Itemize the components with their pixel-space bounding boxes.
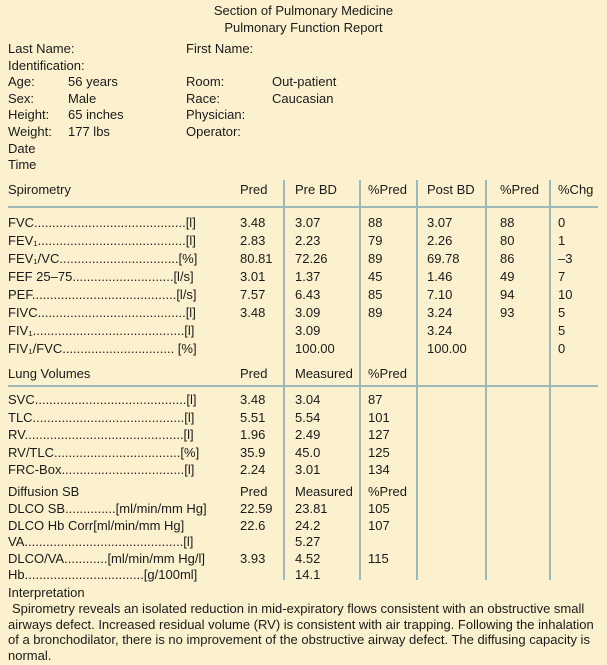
cell: 22.59 xyxy=(240,501,273,516)
cell: 72.26 xyxy=(295,251,328,266)
table-row xyxy=(0,567,607,583)
cell: 5.27 xyxy=(295,534,321,550)
row-label: Spirometry xyxy=(8,182,71,197)
section-title: Section of Pulmonary Medicine xyxy=(213,3,394,18)
patient-field-label: Last Name: xyxy=(8,41,75,56)
cell: 79 xyxy=(368,233,383,248)
cell: 2.23 xyxy=(295,233,321,248)
cell: 3.24 xyxy=(427,323,453,338)
row-label: Diffusion SB xyxy=(8,484,80,499)
cell: 94 xyxy=(500,287,515,302)
row-label: FRC-Box..................................[l] xyxy=(8,462,195,477)
cell: 45.0 xyxy=(295,444,321,460)
table-header xyxy=(0,366,607,382)
cell: 1.46 xyxy=(427,269,453,284)
row-label: DLCO/VA............[ml/min/mm Hg/l] xyxy=(8,550,205,566)
cell: 0 xyxy=(558,215,566,230)
cell: 5 xyxy=(558,305,566,320)
cell: 3.07 xyxy=(295,215,321,230)
patient-field-label: Identification: xyxy=(8,57,85,73)
cell: –3 xyxy=(558,251,573,266)
cell: 107 xyxy=(368,517,390,533)
cell: 24.2 xyxy=(295,517,321,533)
cell: 1.96 xyxy=(240,427,266,442)
cell: 3.48 xyxy=(240,392,266,407)
cell: 86 xyxy=(500,251,515,266)
cell: 2.49 xyxy=(295,427,321,442)
row-label: FIV₁..........................................[l] xyxy=(8,323,195,338)
cell: 1.37 xyxy=(295,269,321,284)
row-label: SVC..........................................[l] xyxy=(8,392,197,407)
cell: %Pred xyxy=(368,182,408,197)
patient-field-label: Date xyxy=(8,140,36,156)
cell: 3.01 xyxy=(295,462,321,477)
patient-field-value: 56 years xyxy=(68,74,118,90)
cell: 89 xyxy=(368,251,383,266)
cell: 23.81 xyxy=(295,501,328,516)
cell: 3.09 xyxy=(295,305,321,320)
row-label: FIV₁/FVC............................... [%] xyxy=(8,341,197,356)
table-row xyxy=(0,392,607,408)
patient-field-label: Age: xyxy=(8,74,35,90)
cell: 3.48 xyxy=(240,305,266,320)
cell: 2.83 xyxy=(240,233,266,248)
row-label: PEF........................................[l/s] xyxy=(8,287,197,302)
interpretation-label: Interpretation xyxy=(8,585,85,600)
cell: 100.00 xyxy=(295,341,335,356)
table-row xyxy=(0,305,607,321)
cell: 3.93 xyxy=(240,550,266,566)
table-row xyxy=(0,462,607,478)
patient-field-label: Weight: xyxy=(8,124,52,139)
table-row xyxy=(0,410,607,426)
row-label: TLC..........................................[l] xyxy=(8,409,195,425)
row-label: FEV₁.........................................[l] xyxy=(8,233,196,248)
cell: %Pred xyxy=(500,182,540,197)
cell: %Pred xyxy=(368,366,408,381)
table-row xyxy=(0,269,607,285)
row-label: VA............................................[l] xyxy=(8,534,194,550)
cell: 105 xyxy=(368,501,390,516)
cell: 22.6 xyxy=(240,517,266,533)
patient-field-label: Height: xyxy=(8,107,50,123)
cell: 125 xyxy=(368,444,390,460)
table-row xyxy=(0,215,607,231)
cell: Pred xyxy=(240,484,268,499)
row-label: FVC..........................................[l] xyxy=(8,215,196,230)
table-row xyxy=(0,501,607,517)
cell: 10 xyxy=(558,287,573,302)
cell: Pred xyxy=(240,182,268,197)
cell: %Chg xyxy=(558,182,594,197)
cell: 3.04 xyxy=(295,392,321,407)
row-label: FEV₁/VC.................................[%] xyxy=(8,251,198,266)
cell: 87 xyxy=(368,392,383,407)
row-label: RV............................................[l] xyxy=(8,427,194,442)
cell: 88 xyxy=(368,215,383,230)
table-row xyxy=(0,341,607,357)
table-header xyxy=(0,182,607,198)
patient-field-value: Male xyxy=(68,90,97,106)
cell: 2.24 xyxy=(240,462,266,477)
cell: 4.52 xyxy=(295,550,321,566)
row-label: FIVC.........................................[l] xyxy=(8,305,196,320)
patient-field-value: 65 inches xyxy=(68,107,124,123)
table-row xyxy=(0,323,607,339)
cell: 88 xyxy=(500,215,515,230)
cell: %Pred xyxy=(368,484,408,499)
patient-field-label: Race: xyxy=(186,90,220,106)
cell: 115 xyxy=(368,550,389,566)
spirometry-header-rule xyxy=(8,206,598,208)
row-label: DLCO SB..............[ml/min/mm Hg] xyxy=(8,501,207,516)
table-row xyxy=(0,233,607,249)
cell: 89 xyxy=(368,305,383,320)
cell: 6.43 xyxy=(295,287,321,302)
cell: 85 xyxy=(368,287,383,302)
cell: 1 xyxy=(558,233,566,248)
cell: 7.57 xyxy=(240,287,266,302)
cell: 5.51 xyxy=(240,409,266,425)
cell: Measured xyxy=(295,484,353,499)
row-label: FEF 25–75............................[l/s] xyxy=(8,269,194,284)
interpretation-text: Spirometry reveals an isolated reduction in mid-expiratory flows consistent with an obstructive small airways defect. Increased residual volume (RV) is consistent with air trapping. Following the inhalation of a bronchodilator, there is no improvement of the obstructive airway defect. The diffusing capacity is normal. xyxy=(8,601,594,663)
cell: 35.9 xyxy=(240,444,266,460)
patient-field-label: Physician: xyxy=(186,107,246,123)
cell: 3.24 xyxy=(427,305,453,320)
cell: 80.81 xyxy=(240,251,273,266)
patient-field-label: Operator: xyxy=(186,124,241,139)
patient-field-value: Out-patient xyxy=(272,74,337,90)
cell: 49 xyxy=(500,269,515,284)
cell: 5 xyxy=(558,323,566,338)
cell: Pred xyxy=(240,366,268,381)
cell: 134 xyxy=(368,462,390,477)
cell: 93 xyxy=(500,305,515,320)
patient-field-value: Caucasian xyxy=(272,90,334,106)
report-title: Pulmonary Function Report xyxy=(224,20,383,35)
cell: 0 xyxy=(558,341,566,356)
cell: Post BD xyxy=(427,182,475,197)
cell: 14.1 xyxy=(295,567,321,583)
cell: Pre BD xyxy=(295,182,337,197)
cell: 3.07 xyxy=(427,215,453,230)
patient-field-label: First Name: xyxy=(186,41,254,56)
cell: 7 xyxy=(558,269,566,284)
cell: 5.54 xyxy=(295,409,321,425)
table-row xyxy=(0,251,607,267)
table-header xyxy=(0,484,607,500)
patient-field-value: 177 lbs xyxy=(68,124,110,139)
cell: 7.10 xyxy=(427,287,453,302)
table-row xyxy=(0,518,607,534)
row-label: Lung Volumes xyxy=(8,366,91,381)
table-row xyxy=(0,551,607,567)
cell: 2.26 xyxy=(427,233,453,248)
cell: Measured xyxy=(295,366,353,381)
cell: 100.00 xyxy=(427,341,467,356)
cell: 3.01 xyxy=(240,269,266,284)
cell: 69.78 xyxy=(427,251,460,266)
cell: 80 xyxy=(500,233,515,248)
patient-field-label: Room: xyxy=(186,74,225,90)
row-label: DLCO Hb Corr[ml/min/mm Hg] xyxy=(8,517,185,533)
cell: 3.48 xyxy=(240,215,266,230)
cell: 101 xyxy=(368,409,390,425)
cell: 3.09 xyxy=(295,323,321,338)
cell: 45 xyxy=(368,269,383,284)
patient-field-label: Sex: xyxy=(8,90,35,106)
row-label: RV/TLC...................................[%] xyxy=(8,444,200,460)
row-label: Hb.................................[g/100ml] xyxy=(8,567,198,583)
cell: 127 xyxy=(368,427,390,442)
table-row xyxy=(0,427,607,443)
table-row xyxy=(0,287,607,303)
table-row xyxy=(0,445,607,461)
table-row xyxy=(0,534,607,550)
lung-volumes-header-rule xyxy=(8,385,598,387)
patient-field-label: Time xyxy=(8,157,37,173)
